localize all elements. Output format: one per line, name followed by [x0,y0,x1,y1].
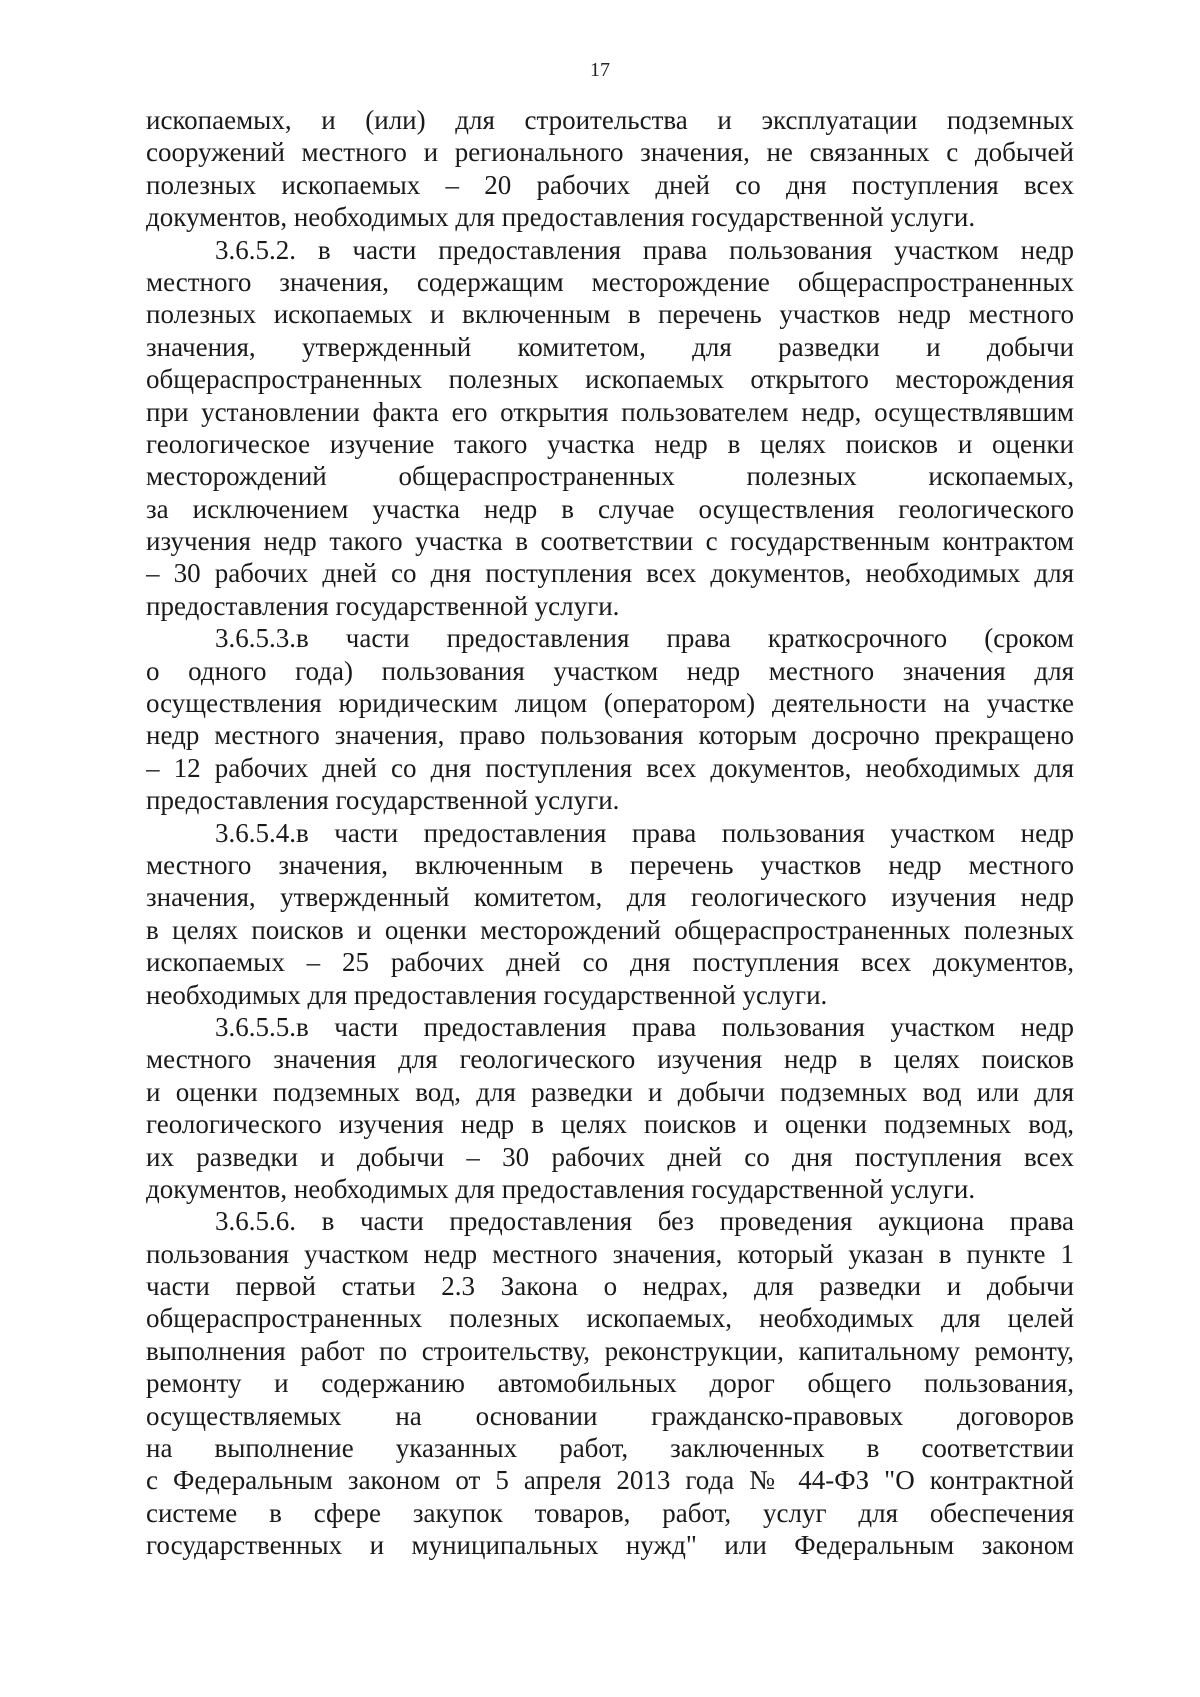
text-line: геологическое изучение такого участка недр в целях поисков и оценки [146,428,1074,459]
text-line: ископаемых, и (или) для строительства и эксплуатации подземных [146,105,1074,135]
text-line: документов, необходимых для предоставления государственной услуги. [146,1173,976,1204]
paragraph-first-line: 3.6.5.4.в части предоставления права пользования участком недр [215,817,1074,848]
text-line: о одного года) пользования участком недр местного значения для [146,655,1074,686]
document-body [146,104,1074,1562]
text-line: документов, необходимых для предоставления государственной услуги. [146,202,976,233]
text-line: выполнения работ по строительству, реконструкции, капитальному ремонту, [146,1335,1074,1366]
text-line: значения, утвержденный комитетом, для геологического изучения недр [146,882,1074,913]
text-line: полезных ископаемых и включенным в перечень участков недр местного [146,299,1074,330]
text-line: общераспространенных полезных ископаемых открытого месторождения [146,364,1074,395]
text-line: и оценки подземных вод, для разведки и добычи подземных вод или для [146,1076,1074,1107]
text-line: предоставления государственной услуги. [146,590,620,621]
text-line: местного значения, включенным в перечень участков недр местного [146,849,1074,880]
text-line: – 12 рабочих дней со дня поступления всех документов, необходимых для [146,752,1074,783]
text-line: месторождений общераспространенных полезных ископаемых, [146,461,1074,492]
text-line: осуществляемых на основании гражданско-правовых договоров [146,1400,1074,1431]
text-line: ископаемых – 25 рабочих дней со дня поступления всех документов, [146,947,1074,978]
paragraph-first-line: 3.6.5.6. в части предоставления без проведения аукциона права [215,1206,1074,1237]
text-line: местного значения, содержащим месторождение общераспространенных [146,266,1074,297]
text-line: части первой статьи 2.3 Закона о недрах, для разведки и добычи [146,1271,1074,1302]
text-line: значения, утвержденный комитетом, для разведки и добычи [146,331,1074,362]
text-line: в целях поисков и оценки месторождений общераспространенных полезных [146,914,1074,945]
text-line: местного значения для геологического изучения недр в целях поисков [146,1044,1074,1075]
paragraph-first-line: 3.6.5.3.в части предоставления права краткосрочного (сроком [215,623,1074,654]
text-line: их разведки и добычи – 30 рабочих дней со дня поступления всех [146,1141,1074,1172]
text-line: полезных ископаемых – 20 рабочих дней со дня поступления всех [146,169,1074,200]
text-line: пользования участком недр местного значения, который указан в пункте 1 [146,1238,1074,1269]
text-line: предоставления государственной услуги. [146,785,620,816]
text-line: общераспространенных полезных ископаемых, необходимых для целей [146,1303,1074,1334]
text-line: недр местного значения, право пользования которым досрочно прекращено [146,720,1074,751]
text-line: государственных и муниципальных нужд" или Федеральным законом [146,1530,1074,1561]
text-line: с Федеральным законом от 5 апреля 2013 года № 44-ФЗ "О контрактной [146,1465,1074,1496]
text-line: изучения недр такого участка в соответствии с государственным контрактом [146,526,1074,557]
text-line: системе в сфере закупок товаров, работ, услуг для обеспечения [146,1497,1074,1528]
text-line: геологического изучения недр в целях поисков и оценки подземных вод, [146,1109,1074,1140]
paragraph-first-line: 3.6.5.2. в части предоставления права пользования участком недр [215,234,1074,265]
text-line: осуществления юридическим лицом (оператором) деятельности на участке [146,688,1074,719]
text-line: – 30 рабочих дней со дня поступления всех документов, необходимых для [146,558,1074,589]
page-number: 17 [590,59,610,81]
text-line: необходимых для предоставления государственной услуги. [146,979,828,1010]
text-line: сооружений местного и регионального значения, не связанных с добычей [146,137,1074,168]
text-line: на выполнение указанных работ, заключенных в соответствии [146,1433,1074,1464]
text-line: при установлении факта его открытия пользователем недр, осуществлявшим [146,396,1074,427]
text-line: за исключением участка недр в случае осуществления геологического [146,493,1074,524]
text-line: ремонту и содержанию автомобильных дорог общего пользования, [146,1368,1074,1399]
paragraph-first-line: 3.6.5.5.в части предоставления права пользования участком недр [215,1011,1074,1042]
